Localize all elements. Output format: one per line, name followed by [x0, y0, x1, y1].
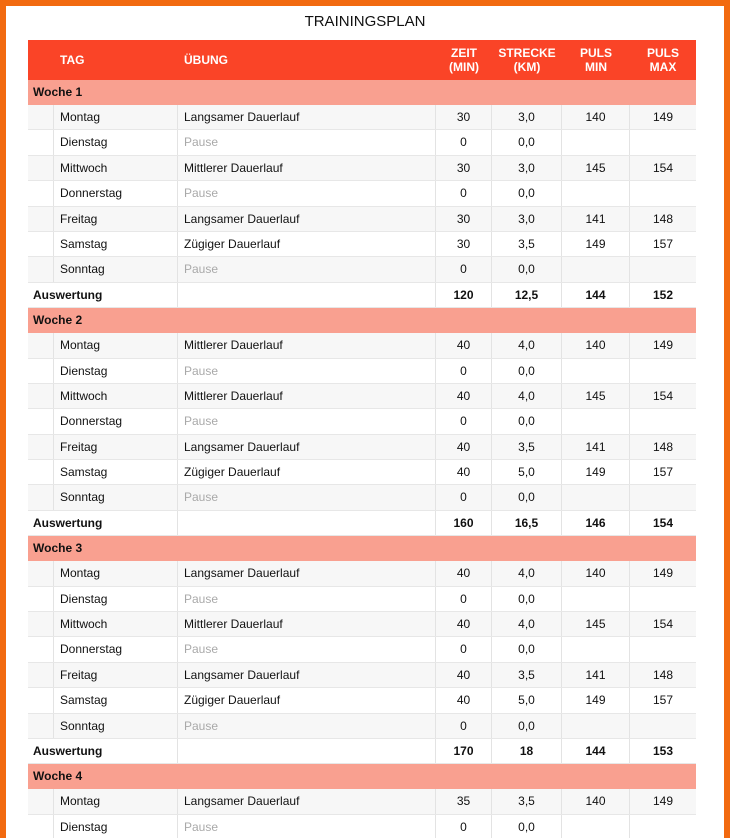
week-section: [28, 80, 696, 308]
distance-cell: 4,0: [492, 333, 562, 357]
distance-cell: 3,0: [492, 105, 562, 129]
distance-cell: 5,0: [492, 688, 562, 712]
pulse-max-cell: [630, 409, 696, 433]
pulse-min-cell: 149: [562, 232, 630, 256]
summary-distance: 16,5: [492, 511, 562, 535]
row-index-cell: [28, 587, 54, 611]
pulse-max-cell: 149: [652, 338, 674, 353]
exercise-cell: Langsamer Dauerlauf: [178, 435, 436, 459]
table-row: [28, 587, 696, 612]
pulse-max-cell: 157: [652, 236, 674, 251]
pulse-max-cell: [630, 714, 696, 738]
day-cell: Donnerstag: [54, 409, 178, 433]
pulse-min-cell: 141: [562, 207, 630, 231]
table-row: [28, 460, 696, 485]
summary-time: 170: [436, 739, 492, 763]
pulse-max-cell: [630, 587, 696, 611]
week-label: Woche 2: [28, 308, 696, 333]
week-section: [28, 536, 696, 764]
table-row: [28, 815, 696, 838]
distance-cell: 4,0: [492, 612, 562, 636]
table-row: [28, 789, 696, 814]
table-row: [28, 561, 696, 586]
table-row: [28, 663, 696, 688]
exercise-cell: Pause: [178, 257, 436, 281]
time-cell: 0: [436, 181, 492, 205]
time-cell: 40: [436, 663, 492, 687]
week-section: [28, 764, 696, 838]
row-index-cell: [28, 409, 54, 433]
distance-cell: 0,0: [492, 130, 562, 154]
row-index-cell: [28, 789, 54, 813]
exercise-cell: Pause: [178, 181, 436, 205]
summary-pulse-min: 144: [562, 283, 630, 307]
header-strecke-line1: STRECKE: [498, 46, 556, 60]
exercise-cell: Mittlerer Dauerlauf: [178, 612, 436, 636]
row-index-cell: [28, 181, 54, 205]
pulse-min-cell: [562, 587, 630, 611]
row-index-cell: [28, 105, 54, 129]
pulse-min-cell: [562, 714, 630, 738]
day-cell: Montag: [54, 561, 178, 585]
distance-cell: 3,0: [492, 156, 562, 180]
summary-label: Auswertung: [28, 283, 178, 307]
summary-row: [28, 739, 696, 764]
pulse-min-cell: [562, 485, 630, 509]
distance-cell: 3,5: [492, 789, 562, 813]
pulse-min-cell: 141: [562, 663, 630, 687]
day-cell: Montag: [54, 333, 178, 357]
day-cell: Mittwoch: [54, 612, 178, 636]
week-label: Woche 3: [28, 536, 696, 561]
distance-cell: 5,0: [492, 460, 562, 484]
week-rows: [28, 105, 696, 283]
exercise-cell: Pause: [178, 359, 436, 383]
time-cell: 0: [436, 257, 492, 281]
header-zeit-line2: (MIN): [449, 60, 479, 74]
table-row: [28, 156, 696, 181]
table-row: [28, 130, 696, 155]
pulse-max-cell: 148: [652, 667, 674, 682]
pulse-max-cell: 149: [652, 566, 674, 581]
day-cell: Mittwoch: [54, 156, 178, 180]
time-cell: 30: [436, 207, 492, 231]
day-cell: Montag: [54, 789, 178, 813]
table-row: [28, 612, 696, 637]
summary-label: Auswertung: [28, 511, 178, 535]
day-cell: Freitag: [54, 663, 178, 687]
time-cell: 0: [436, 359, 492, 383]
day-cell: Dienstag: [54, 587, 178, 611]
summary-pulse-min: 146: [562, 511, 630, 535]
exercise-cell: Pause: [178, 409, 436, 433]
row-index-cell: [28, 561, 54, 585]
header-zeit-line1: ZEIT: [451, 46, 477, 60]
row-index-cell: [28, 156, 54, 180]
row-index-cell: [28, 207, 54, 231]
weeks-body: [28, 80, 696, 838]
header-puls-max: [630, 46, 696, 74]
week-label: Woche 1: [28, 80, 696, 105]
pulse-min-cell: [562, 181, 630, 205]
distance-cell: 3,5: [492, 232, 562, 256]
summary-time: 160: [436, 511, 492, 535]
day-cell: Samstag: [54, 460, 178, 484]
row-index-cell: [28, 714, 54, 738]
week-rows: [28, 789, 696, 838]
pulse-min-cell: [562, 257, 630, 281]
row-index-cell: [28, 257, 54, 281]
time-cell: 30: [436, 156, 492, 180]
table-row: [28, 257, 696, 282]
summary-pulse-max: 152: [652, 287, 674, 302]
training-table: [28, 40, 696, 838]
summary-distance: 18: [492, 739, 562, 763]
pulse-max-cell: [630, 181, 696, 205]
table-row: [28, 333, 696, 358]
exercise-cell: Langsamer Dauerlauf: [178, 561, 436, 585]
table-row: [28, 359, 696, 384]
page: [6, 6, 724, 838]
exercise-cell: Pause: [178, 637, 436, 661]
pulse-min-cell: 145: [562, 384, 630, 408]
time-cell: 30: [436, 105, 492, 129]
table-row: [28, 714, 696, 739]
header-puls-min: [562, 46, 630, 74]
day-cell: Sonntag: [54, 485, 178, 509]
header-strecke-line2: (KM): [513, 60, 541, 74]
distance-cell: 0,0: [492, 587, 562, 611]
pulse-min-cell: 149: [562, 688, 630, 712]
pulse-min-cell: 141: [562, 435, 630, 459]
row-index-cell: [28, 485, 54, 509]
row-index-cell: [28, 688, 54, 712]
exercise-cell: Langsamer Dauerlauf: [178, 663, 436, 687]
distance-cell: 3,5: [492, 663, 562, 687]
pulse-min-cell: 140: [562, 561, 630, 585]
row-index-cell: [28, 130, 54, 154]
day-cell: Freitag: [54, 435, 178, 459]
row-index-cell: [28, 637, 54, 661]
exercise-cell: Pause: [178, 587, 436, 611]
pulse-max-cell: 149: [652, 794, 674, 809]
row-index-cell: [28, 384, 54, 408]
exercise-cell: Langsamer Dauerlauf: [178, 789, 436, 813]
pulse-max-cell: [630, 815, 696, 838]
time-cell: 0: [436, 714, 492, 738]
exercise-cell: Zügiger Dauerlauf: [178, 688, 436, 712]
pulse-max-cell: [630, 485, 696, 509]
distance-cell: 3,0: [492, 207, 562, 231]
exercise-cell: Langsamer Dauerlauf: [178, 105, 436, 129]
row-index-cell: [28, 359, 54, 383]
table-row: [28, 384, 696, 409]
day-cell: Samstag: [54, 688, 178, 712]
distance-cell: 0,0: [492, 257, 562, 281]
distance-cell: 0,0: [492, 637, 562, 661]
day-cell: Freitag: [54, 207, 178, 231]
time-cell: 30: [436, 232, 492, 256]
pulse-max-cell: 148: [652, 211, 674, 226]
table-row: [28, 207, 696, 232]
pulse-max-cell: 149: [652, 110, 674, 124]
pulse-max-cell: 148: [652, 439, 674, 454]
week-section: [28, 308, 696, 536]
pulse-min-cell: [562, 130, 630, 154]
pulse-max-cell: 154: [652, 388, 674, 403]
exercise-cell: Pause: [178, 815, 436, 838]
exercise-cell: Pause: [178, 714, 436, 738]
header-puls-min-line1: PULS: [579, 46, 612, 60]
time-cell: 0: [436, 815, 492, 838]
time-cell: 40: [436, 561, 492, 585]
day-cell: Dienstag: [54, 359, 178, 383]
time-cell: 40: [436, 435, 492, 459]
row-index-cell: [28, 435, 54, 459]
distance-cell: 0,0: [492, 359, 562, 383]
time-cell: 40: [436, 333, 492, 357]
summary-label: Auswertung: [28, 739, 178, 763]
pulse-max-cell: [630, 359, 696, 383]
pulse-min-cell: [562, 815, 630, 838]
table-row: [28, 105, 696, 130]
table-row: [28, 485, 696, 510]
pulse-min-cell: [562, 637, 630, 661]
distance-cell: 3,5: [492, 435, 562, 459]
pulse-min-cell: 140: [562, 333, 630, 357]
pulse-max-cell: 154: [652, 617, 674, 632]
pulse-min-cell: 149: [562, 460, 630, 484]
exercise-cell: Zügiger Dauerlauf: [178, 232, 436, 256]
time-cell: 40: [436, 688, 492, 712]
distance-cell: 0,0: [492, 485, 562, 509]
exercise-cell: Pause: [178, 130, 436, 154]
day-cell: Mittwoch: [54, 384, 178, 408]
pulse-min-cell: [562, 409, 630, 433]
header-uebung: ÜBUNG: [184, 53, 228, 67]
day-cell: Donnerstag: [54, 637, 178, 661]
exercise-cell: Langsamer Dauerlauf: [178, 207, 436, 231]
pulse-min-cell: 145: [562, 156, 630, 180]
week-rows: [28, 561, 696, 739]
summary-spacer: [178, 283, 436, 307]
table-row: [28, 409, 696, 434]
header-puls-max-line1: PULS: [646, 46, 679, 60]
exercise-cell: Mittlerer Dauerlauf: [178, 156, 436, 180]
exercise-cell: Zügiger Dauerlauf: [178, 460, 436, 484]
pulse-max-cell: 157: [652, 693, 674, 708]
pulse-min-cell: 140: [562, 789, 630, 813]
week-rows: [28, 333, 696, 511]
time-cell: 35: [436, 789, 492, 813]
row-index-cell: [28, 232, 54, 256]
time-cell: 0: [436, 485, 492, 509]
distance-cell: 4,0: [492, 561, 562, 585]
row-index-cell: [28, 333, 54, 357]
summary-distance: 12,5: [492, 283, 562, 307]
header-zeit: [436, 46, 492, 74]
summary-pulse-max: 153: [652, 743, 674, 758]
day-cell: Sonntag: [54, 714, 178, 738]
header-puls-max-line2: MAX: [649, 60, 677, 74]
table-row: [28, 688, 696, 713]
exercise-cell: Mittlerer Dauerlauf: [178, 384, 436, 408]
day-cell: Samstag: [54, 232, 178, 256]
pulse-max-cell: [630, 130, 696, 154]
table-row: [28, 435, 696, 460]
header-puls-min-line2: MIN: [585, 60, 607, 74]
page-title: TRAININGSPLAN: [304, 13, 426, 30]
distance-cell: 0,0: [492, 409, 562, 433]
row-index-cell: [28, 663, 54, 687]
summary-time: 120: [436, 283, 492, 307]
pulse-max-cell: [630, 637, 696, 661]
pulse-min-cell: [562, 359, 630, 383]
pulse-max-cell: [630, 257, 696, 281]
distance-cell: 4,0: [492, 384, 562, 408]
table-header: [28, 40, 696, 80]
header-strecke: [492, 46, 562, 74]
pulse-min-cell: 145: [562, 612, 630, 636]
table-row: [28, 637, 696, 662]
day-cell: Montag: [54, 105, 178, 129]
time-cell: 0: [436, 587, 492, 611]
summary-row: [28, 283, 696, 308]
row-index-cell: [28, 612, 54, 636]
day-cell: Donnerstag: [54, 181, 178, 205]
day-cell: Dienstag: [54, 130, 178, 154]
summary-spacer: [178, 739, 436, 763]
distance-cell: 0,0: [492, 181, 562, 205]
distance-cell: 0,0: [492, 714, 562, 738]
time-cell: 0: [436, 130, 492, 154]
pulse-max-cell: 157: [652, 465, 674, 480]
table-row: [28, 181, 696, 206]
summary-spacer: [178, 511, 436, 535]
time-cell: 40: [436, 460, 492, 484]
row-index-cell: [28, 460, 54, 484]
summary-row: [28, 511, 696, 536]
summary-pulse-min: 144: [562, 739, 630, 763]
time-cell: 0: [436, 409, 492, 433]
week-label: Woche 4: [28, 764, 696, 789]
distance-cell: 0,0: [492, 815, 562, 838]
time-cell: 40: [436, 612, 492, 636]
pulse-min-cell: 140: [562, 105, 630, 129]
exercise-cell: Mittlerer Dauerlauf: [178, 333, 436, 357]
exercise-cell: Pause: [178, 485, 436, 509]
day-cell: Sonntag: [54, 257, 178, 281]
time-cell: 40: [436, 384, 492, 408]
time-cell: 0: [436, 637, 492, 661]
pulse-max-cell: 154: [652, 160, 674, 175]
row-index-cell: [28, 815, 54, 838]
table-row: [28, 232, 696, 257]
header-tag: TAG: [60, 53, 85, 67]
day-cell: Dienstag: [54, 815, 178, 838]
summary-pulse-max: 154: [652, 515, 674, 530]
